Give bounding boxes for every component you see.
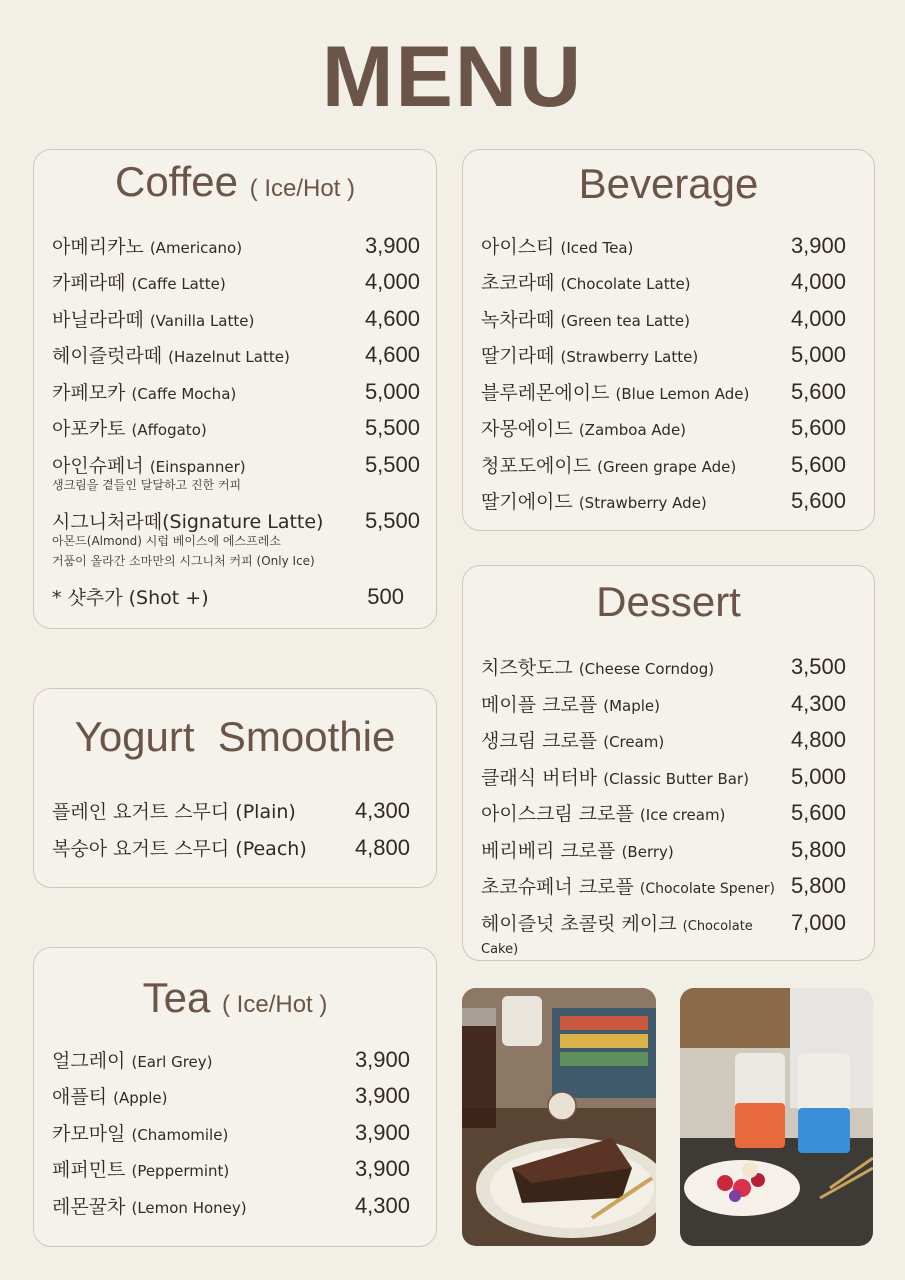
yogurt-section bbox=[33, 688, 437, 888]
beverage-section bbox=[462, 149, 875, 531]
list-item: 바닐라라떼 (Vanilla Latte) 4,600 bbox=[52, 306, 420, 331]
list-item: 아포카토 (Affogato) 5,500 bbox=[52, 415, 420, 440]
list-item: 녹차라떼 (Green tea Latte) 4,000 bbox=[481, 306, 846, 331]
list-item: 생크림 크로플 (Cream) 4,800 bbox=[481, 727, 846, 752]
list-item: 메이플 크로플 (Maple) 4,300 bbox=[481, 691, 846, 716]
dessert-section bbox=[462, 565, 875, 961]
list-item: 초코라떼 (Chocolate Latte) 4,000 bbox=[481, 269, 846, 294]
list-item: 치즈핫도그 (Cheese Corndog) 3,500 bbox=[481, 654, 846, 679]
list-item: 복숭아 요거트 스무디 (Peach) 4,800 bbox=[52, 835, 410, 860]
list-item: 초코슈페너 크로플 (Chocolate Spener) 5,800 bbox=[481, 873, 846, 898]
list-item: 시그니처라떼(Signature Latte) 5,500 bbox=[52, 508, 420, 533]
list-item: 블루레몬에이드 (Blue Lemon Ade) 5,600 bbox=[481, 379, 846, 404]
cake-photo bbox=[462, 988, 656, 1246]
list-item: 카페라떼 (Caffe Latte) 4,000 bbox=[52, 269, 420, 294]
list-item: 애플티 (Apple) 3,900 bbox=[52, 1083, 410, 1108]
einspanner-note: 생크림을 곁들인 달달하고 진한 커피 bbox=[52, 478, 242, 492]
list-item: 페퍼민트 (Peppermint) 3,900 bbox=[52, 1156, 410, 1181]
tea-subtitle: ( Ice/Hot ) bbox=[222, 991, 328, 1018]
list-item: 얼그레이 (Earl Grey) 3,900 bbox=[52, 1047, 410, 1072]
signature-note: 아몬드(Almond) 시럽 베이스에 에스프레소 거품이 올라간 소마만의 시그니처 커피 (Only Ice) bbox=[52, 534, 315, 568]
coffee-section bbox=[33, 149, 437, 629]
list-item: 청포도에이드 (Green grape Ade) 5,600 bbox=[481, 452, 846, 477]
list-item: 딸기라떼 (Strawberry Latte) 5,000 bbox=[481, 342, 846, 367]
list-item: 레몬꿀차 (Lemon Honey) 4,300 bbox=[52, 1193, 410, 1218]
coffee-title: Coffee ( Ice/Hot ) bbox=[114, 158, 356, 205]
list-item: 아메리카노 (Americano) 3,900 bbox=[52, 233, 420, 258]
tea-title: Tea ( Ice/Hot ) bbox=[142, 974, 328, 1021]
list-item: 클래식 버터바 (Classic Butter Bar) 5,000 bbox=[481, 764, 846, 789]
list-item: 헤이즐넛 초콜릿 케이크 (Chocolate Cake) 7,000 bbox=[481, 910, 846, 957]
list-item: 아인슈페너 (Einspanner) 5,500 bbox=[52, 452, 420, 477]
list-item: 아이스티 (Iced Tea) 3,900 bbox=[481, 233, 846, 258]
menu-title: MENU bbox=[321, 29, 584, 125]
list-item: 카모마일 (Chamomile) 3,900 bbox=[52, 1120, 410, 1145]
list-item: * 샷추가 (Shot +) 500 bbox=[52, 584, 404, 609]
dessert-title: Dessert bbox=[596, 578, 741, 625]
list-item: 딸기에이드 (Strawberry Ade) 5,600 bbox=[481, 488, 846, 513]
ade-photo-illustration bbox=[680, 988, 873, 1246]
list-item: 플레인 요거트 스무디 (Plain) 4,300 bbox=[52, 798, 410, 823]
coffee-subtitle: ( Ice/Hot ) bbox=[249, 175, 356, 202]
ade-photo bbox=[680, 988, 873, 1246]
yogurt-title: Yogurt Smoothie bbox=[74, 713, 396, 760]
beverage-title: Beverage bbox=[578, 160, 759, 207]
cake-photo-illustration bbox=[462, 988, 656, 1246]
tea-section bbox=[33, 947, 437, 1247]
list-item: 카페모카 (Caffe Mocha) 5,000 bbox=[52, 379, 420, 404]
list-item: 아이스크림 크로플 (Ice cream) 5,600 bbox=[481, 800, 846, 825]
list-item: 베리베리 크로플 (Berry) 5,800 bbox=[481, 837, 846, 862]
list-item: 자몽에이드 (Zamboa Ade) 5,600 bbox=[481, 415, 846, 440]
list-item: 헤이즐럿라떼 (Hazelnut Latte) 4,600 bbox=[52, 342, 420, 367]
